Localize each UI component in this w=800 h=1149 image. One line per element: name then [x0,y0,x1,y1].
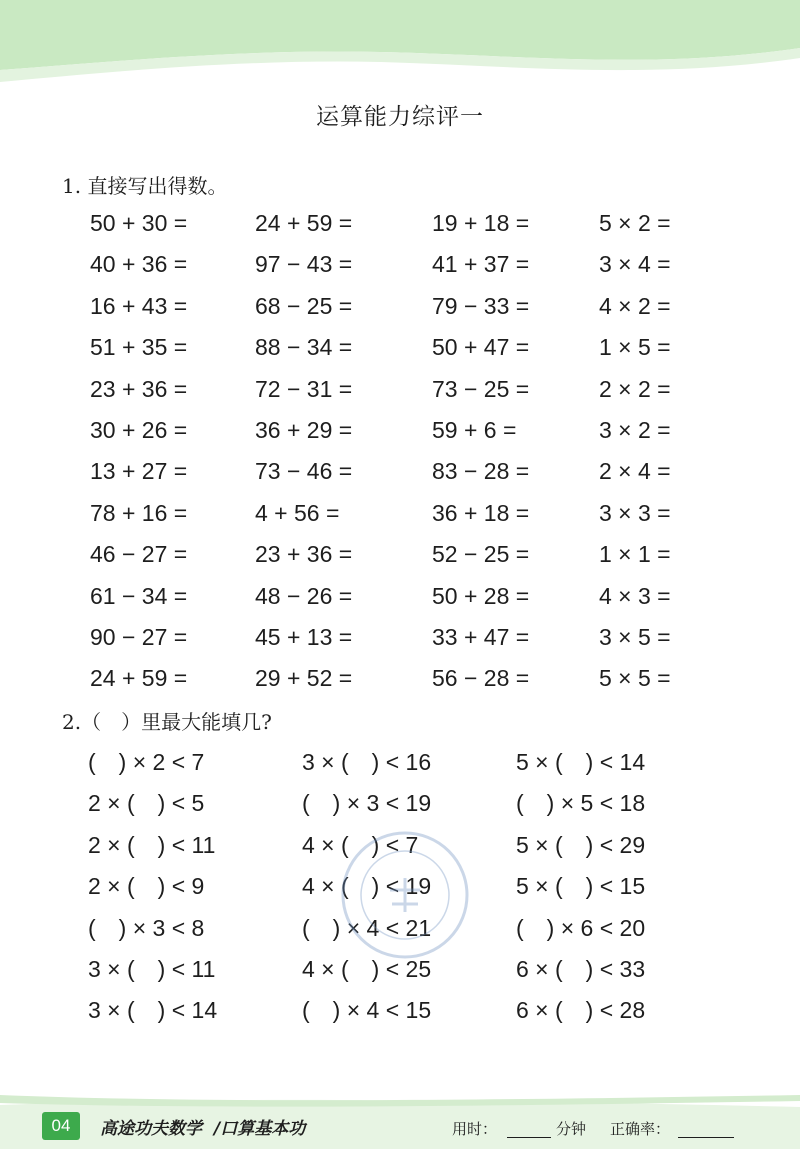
fill-problem: 6 × ( ) < 33 [516,955,646,982]
calc-problem: 83 − 28 = [432,458,530,485]
calc-problem: 4 × 3 = [599,582,671,609]
calc-problem: 73 − 25 = [432,375,530,402]
calc-problem: 29 + 52 = [255,665,353,692]
calc-problem: 52 − 25 = [432,541,530,568]
calc-problem: 2 × 2 = [599,375,671,402]
calc-problem: 61 − 34 = [90,582,188,609]
accuracy-blank[interactable] [678,1137,734,1138]
watermark-stamp-icon [330,820,480,970]
calc-problem: 19 + 18 = [432,210,530,236]
fill-problem: 4 × ( ) < 25 [302,955,432,982]
section-1-problems [90,203,699,700]
fill-problem: ( ) × 3 < 19 [302,790,432,817]
calc-problem: 24 + 59 = [255,210,353,236]
fill-problem: ( ) × 2 < 7 [88,749,205,775]
calc-problem: 88 − 34 = [255,334,353,361]
calc-problem: 46 − 27 = [90,541,188,568]
calc-problem: 90 − 27 = [90,623,188,650]
calc-problem: 2 × 4 = [599,458,671,485]
calc-problem: 72 − 31 = [255,375,353,402]
minutes-label: 分钟 [556,1120,587,1138]
time-blank[interactable] [507,1137,551,1138]
section-2-heading: 2.（ ）里最大能填几? [62,710,272,734]
fill-problem: ( ) × 5 < 18 [516,790,646,817]
calc-problem: 13 + 27 = [90,458,188,485]
fill-problem: 3 × ( ) < 16 [302,749,432,775]
calc-problem: 36 + 18 = [432,499,530,526]
calc-problem: 97 − 43 = [255,251,353,278]
calc-problem: 30 + 26 = [90,416,188,443]
fill-problem: 2 × ( ) < 5 [88,790,205,817]
fill-problem: 4 × ( ) < 19 [302,873,432,900]
fill-problem: 3 × ( ) < 14 [88,997,218,1024]
calc-problem: 4 + 56 = [255,499,340,526]
calc-problem: 68 − 25 = [255,292,353,319]
fill-problem: 6 × ( ) < 28 [516,997,646,1024]
fill-problem: ( ) × 6 < 20 [516,914,646,941]
fill-problem: 3 × ( ) < 11 [88,955,216,982]
calc-problem: 56 − 28 = [432,665,530,692]
section-1-heading: 1. 直接写出得数。 [62,174,228,198]
calc-problem: 3 × 4 = [599,251,671,278]
calc-problem: 24 + 59 = [90,665,188,692]
calc-problem: 79 − 33 = [432,292,530,319]
calc-problem: 78 + 16 = [90,499,188,526]
calc-problem: 1 × 1 = [599,541,671,568]
calc-problem: 73 − 46 = [255,458,353,485]
calc-problem: 45 + 13 = [255,623,353,650]
calc-problem: 40 + 36 = [90,251,188,278]
calc-problem: 23 + 36 = [255,541,353,568]
fill-problem: 5 × ( ) < 29 [516,831,646,858]
calc-problem: 3 × 5 = [599,623,671,650]
calc-problem: 50 + 30 = [90,210,188,236]
fill-problem: 2 × ( ) < 9 [88,873,205,900]
calc-problem: 3 × 3 = [599,499,671,526]
top-green-band [0,0,800,90]
page-title: 运算能力综评一 [316,104,484,130]
calc-problem: 3 × 2 = [599,416,671,443]
fill-problem: 5 × ( ) < 14 [516,749,646,775]
footer [0,1095,800,1149]
calc-problem: 23 + 36 = [90,375,188,402]
fill-problem: ( ) × 4 < 21 [302,914,432,941]
calc-problem: 1 × 5 = [599,334,671,361]
calc-problem: 59 + 6 = [432,416,517,443]
calc-problem: 33 + 47 = [432,623,530,650]
calc-problem: 16 + 43 = [90,292,188,319]
calc-problem: 48 − 26 = [255,582,353,609]
fill-problem: 2 × ( ) < 11 [88,831,216,858]
fill-problem: 4 × ( ) < 7 [302,831,419,858]
page-number: 04 [42,1112,80,1140]
book-subtitle: /口算基本功 [214,1119,306,1139]
accuracy-label: 正确率： [610,1120,671,1138]
calc-problem: 5 × 2 = [599,210,671,236]
calc-problem: 50 + 28 = [432,582,530,609]
fill-problem: ( ) × 4 < 15 [302,997,432,1024]
calc-problem: 5 × 5 = [599,665,671,692]
calc-problem: 36 + 29 = [255,416,353,443]
book-title: 高途功夫数学 [100,1119,202,1139]
fill-problem: 5 × ( ) < 15 [516,873,646,900]
calc-problem: 4 × 2 = [599,292,671,319]
calc-problem: 51 + 35 = [90,334,188,361]
time-label: 用时： [452,1120,498,1138]
fill-problem: ( ) × 3 < 8 [88,914,205,941]
calc-problem: 50 + 47 = [432,334,530,361]
calc-problem: 41 + 37 = [432,251,530,278]
